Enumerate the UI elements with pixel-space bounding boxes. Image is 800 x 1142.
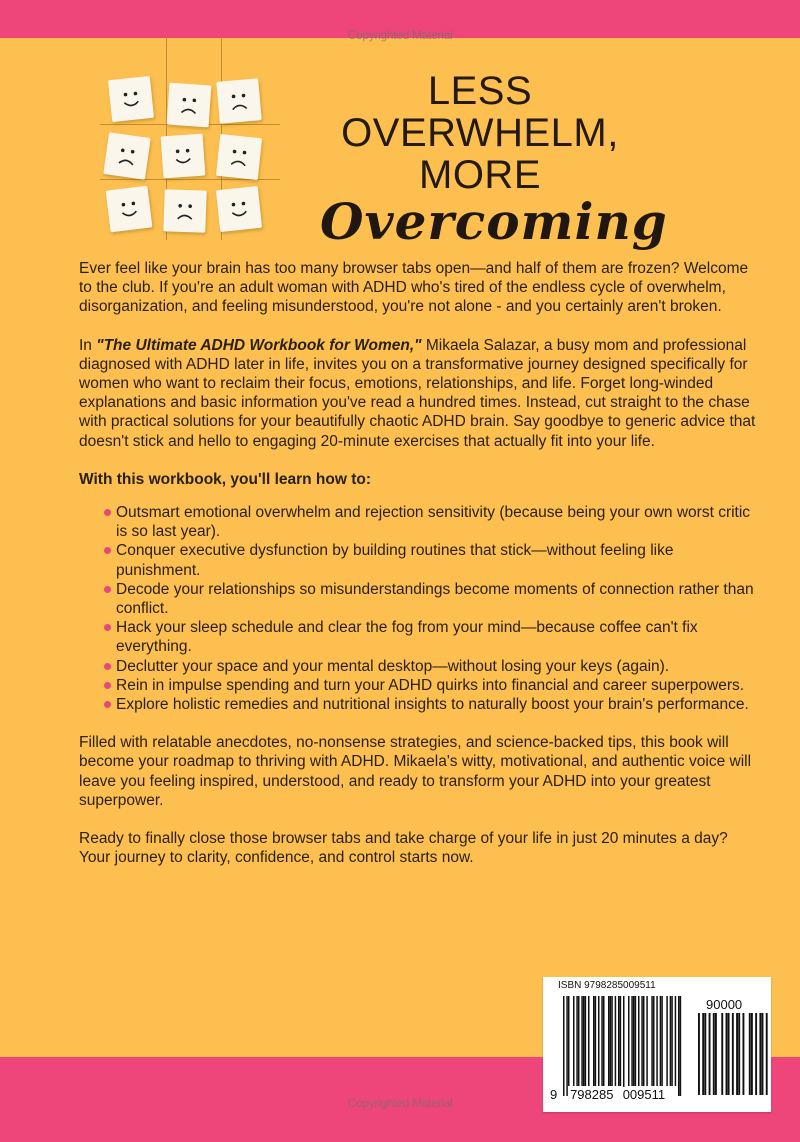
closing-paragraph: Ready to finally close those browser tabs and take charge of your life in just 20 minutes a day? Your journey to clarity, confidence, and control starts now.: [79, 830, 728, 867]
list-item: Explore holistic remedies and nutritional insights to naturally boost your brain's performance.: [106, 695, 759, 714]
smiley-face-icon: [106, 186, 153, 233]
headline-script: Overcoming: [320, 192, 668, 251]
blurb: [79, 259, 759, 886]
sticky-notes-image: [100, 38, 280, 240]
isbn-label: ISBN 9798285009511: [558, 980, 656, 991]
list-item: Declutter your space and your mental desktop—without losing your keys (again).: [106, 657, 759, 676]
frowny-face-icon: [167, 83, 212, 128]
intro-paragraph: Ever feel like your brain has too many browser tabs open—and half of them are frozen? Welcome to the club. If you're an adult woman with ADHD who's tired of the endless cycle of overwhelm, disorganization, and feeling misunderstood, you're not alone - and you certainly aren't broken.: [79, 260, 749, 316]
frowny-face-icon: [216, 78, 262, 124]
list-item: Outsmart emotional overwhelm and rejection sensitivity (because being your own worst critic is so last year).: [106, 503, 759, 541]
price-addon-label: 90000: [706, 997, 743, 1012]
barcode-digit-first: 9: [550, 1087, 558, 1102]
book-title: "The Ultimate ADHD Workbook for Women,": [96, 336, 422, 354]
frowny-face-icon: [216, 134, 262, 180]
text-fragment: Mikaela Salazar, a busy mom and professional diagnosed with ADHD later in life, invites you on a transformative journey designed specifically for women who want to reclaim their focus, emotions, relationships, and life. Forget long-winded explanations and basic information you've read a hundred times. Instead, cut straight to the chase with practical solutions for your beautifully chaotic ADHD brain. Say goodbye to generic advice that doesn't stick and hello to engaging 20-minute exercises that actually fit into your life.: [79, 336, 756, 450]
addon-bars-icon: [698, 1013, 770, 1095]
copyright-watermark-bottom: Copyrighted Material: [347, 1096, 453, 1110]
text-fragment: In: [79, 336, 97, 354]
book-paragraph: [79, 336, 759, 451]
smiley-face-icon: [216, 186, 262, 232]
frowny-face-icon: [103, 132, 150, 179]
smiley-face-icon: [108, 76, 154, 122]
frowny-face-icon: [163, 189, 206, 232]
barcode-digit-group-2: 009511: [622, 1087, 666, 1102]
headline-line-1: LESS: [427, 69, 533, 113]
barcode-digit-group-1: 798285: [570, 1087, 614, 1102]
list-item: Hack your sleep schedule and clear the fog from your mind—because coffee can't fix everything.: [106, 618, 759, 656]
copyright-watermark-top: Copyrighted Material: [347, 28, 453, 42]
headline-line-3: MORE: [419, 153, 541, 197]
headline: [320, 69, 668, 251]
isbn-barcode: [543, 977, 771, 1112]
learn-heading: With this workbook, you'll learn how to:: [79, 470, 372, 488]
list-item: Rein in impulse spending and turn your ADHD quirks into financial and career superpowers.: [106, 676, 759, 695]
barcode-bars-icon: [563, 996, 683, 1096]
headline-line-2: OVERWHELM,: [341, 111, 619, 155]
smiley-face-icon: [161, 134, 206, 179]
benefits-list: [79, 503, 759, 714]
list-item: Decode your relationships so misunderstandings become moments of connection rather than conflict.: [106, 580, 759, 618]
list-item: Conquer executive dysfunction by building routines that stick—without feeling like punishment.: [106, 541, 759, 579]
barcode-digits: [549, 1087, 666, 1102]
summary-paragraph: Filled with relatable anecdotes, no-nonsense strategies, and science-backed tips, this book will become your roadmap to thriving with ADHD. Mikaela's witty, motivational, and authentic voice will leave you feeling inspired, understood, and ready to transform your ADHD into your greatest superpower.: [79, 734, 752, 809]
